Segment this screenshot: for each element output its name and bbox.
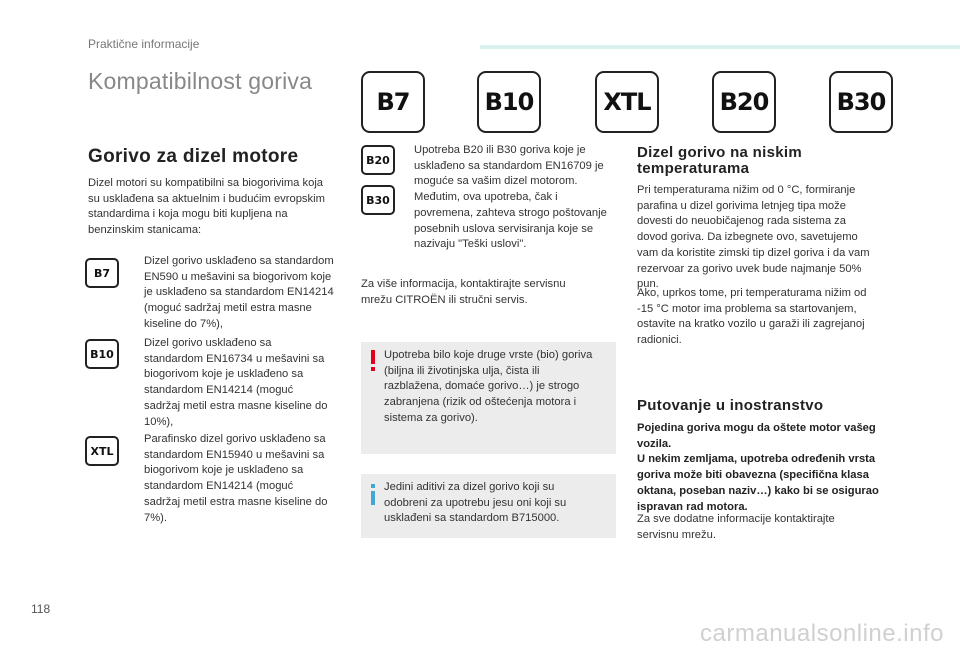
badge-b10-small: B10 — [85, 339, 119, 369]
watermark: carmanualsonline.info — [700, 620, 944, 647]
badge-b30: B30 — [829, 71, 893, 133]
b10-description: Dizel gorivo usklađeno sa standardom EN16734 u mešavini sa biogorivom koje je usklađeno sa standardom EN14214 (moguć sadržaj metil estra masne kiseline do 10%), — [144, 337, 328, 428]
info-text: Jedini aditivi za dizel gorivo koji su odobreni za upotrebu jesu oni koji su usklađeni sa standardom B715000. — [384, 481, 567, 525]
warning-icon-dot — [371, 367, 375, 371]
badge-b7: B7 — [361, 71, 425, 133]
more-info-text: Za više informacija, kontaktirajte servisnu mrežu CITROËN ili stručni servis. — [361, 278, 566, 306]
b20-b30-description: Upotreba B20 ili B30 goriva koje je usklađeno sa standardom EN16709 je moguće sa vašim dizel motorom. Međutim, ova upotreba, čak i povremena, zahteva strogo poštovanje posebnih uslova servisiranja koje se nazivaju "Teški uslovi". — [414, 144, 607, 251]
abroad-bold-text: Pojedina goriva mogu da oštete motor vašeg vozila. U nekim zemljama, upotreba određenih vrsta goriva može biti obavezna (specifična klasa oktana, poseban naziv…) kako bi se osigurao ispravan rad motora. — [637, 422, 879, 513]
xtl-description: Parafinsko dizel gorivo usklađeno sa standardom EN15940 u mešavini sa biogorivom koje je usklađeno sa standardom EN14214 (moguć sadržaj metil estra masne kiseline do 7%). — [144, 433, 328, 524]
b7-description: Dizel gorivo usklađeno sa standardom EN590 u mešavini sa biogorivom koje je usklađeno sa standardom EN14214 (moguć sadržaj metil estra masne kiseline do 7%), — [144, 255, 334, 330]
badge-b10: B10 — [477, 71, 541, 133]
badge-b20-small: B20 — [361, 145, 395, 175]
low-temp-heading: Dizel gorivo na niskim temperaturama — [637, 144, 802, 177]
badge-xtl-small: XTL — [85, 436, 119, 466]
warning-text: Upotreba bilo koje druge vrste (bio) goriva (biljna ili životinjska ulja, čista ili razblažena, domaće gorivo…) je strogo zabranjena (rizik od oštećenja motora i sistema za gorivo). — [384, 349, 593, 424]
low-temp-text-2: Ako, uprkos tome, pri temperaturama nižim od -15 °C motor ima problema sa startovanjem, ostavite na kratko vozilo u garaži ili zagrejanoj radionici. — [637, 287, 867, 347]
badge-b7-small: B7 — [85, 258, 119, 288]
info-box — [361, 474, 616, 538]
warning-icon — [371, 350, 375, 364]
abroad-text: Za sve dodatne informacije kontaktirajte servisnu mrežu. — [637, 513, 835, 541]
badge-b30-small: B30 — [361, 185, 395, 215]
page-number: 118 — [31, 602, 51, 616]
low-temp-text: Pri temperaturama nižim od 0 °C, formiranje parafina u dizel gorivima letnjeg tipa može dovesti do neuobičajenog rada sistema za dovod goriva. Da izbegnete ovo, savetujemo vam da koristite zimski tip dizel goriva i da vam rezervoar za gorivo uvek bude najmanje 50% pun. — [637, 184, 870, 291]
abroad-heading: Putovanje u inostranstvo — [637, 397, 824, 414]
info-icon-dot — [371, 484, 375, 488]
info-icon — [371, 491, 375, 505]
badge-xtl: XTL — [595, 71, 659, 133]
diesel-intro: Dizel motori su kompatibilni sa biogorivima koja su usklađena sa aktuelnim i budućim evropskim standardima i koja mogu biti kupljena na benzinskim stanicama: — [88, 177, 325, 237]
warning-box — [361, 342, 616, 454]
header-accent-bar — [480, 45, 960, 49]
section-header: Praktične informacije — [88, 37, 200, 51]
badge-b20: B20 — [712, 71, 776, 133]
diesel-heading: Gorivo za dizel motore — [88, 146, 299, 167]
page-title: Kompatibilnost goriva — [88, 68, 313, 94]
